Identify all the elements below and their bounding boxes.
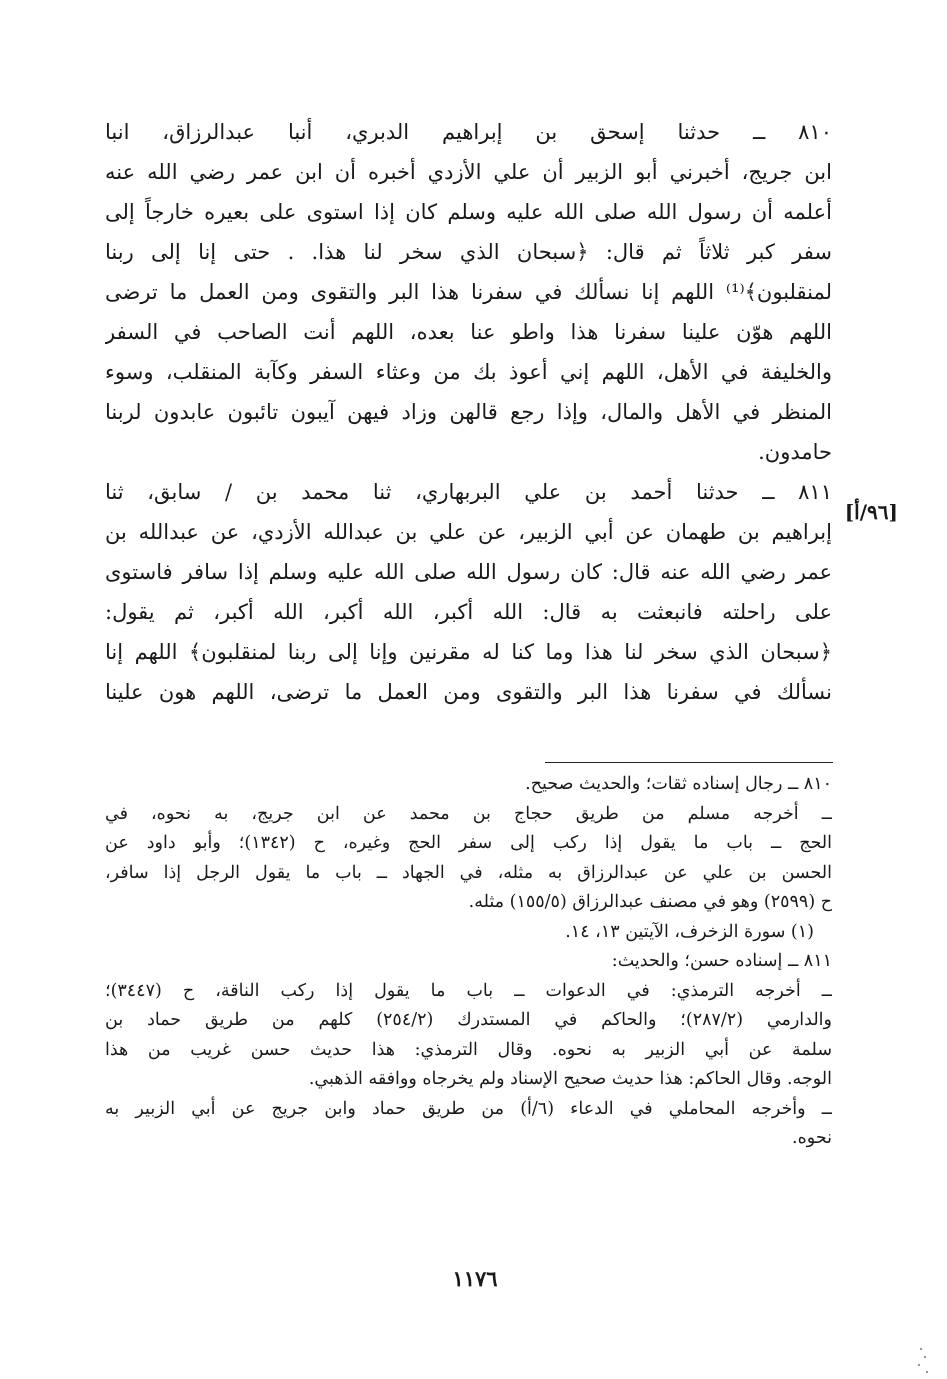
footnotes <box>105 770 832 1154</box>
text-line: نسألك في سفرنا هذا البر والتقوى ومن العمل ما ترضى، اللهم هون علينا <box>105 680 832 704</box>
text-line: لمنقلبون﴾⁽¹⁾ اللهم إنا نسألك في سفرنا هذا البر والتقوى ومن العمل ما ترضى <box>105 280 832 304</box>
footnote-line: ــ أخرجه مسلم من طريق حجاج بن محمد عن ابن جريج، به نحوه، في <box>105 803 832 824</box>
footnote-line: ــ أخرجه الترمذي: في الدعوات ــ باب ما يقول إذا ركب الناقة، ح (٣٤٤٧)؛ <box>105 980 832 1001</box>
page-number: ١١٧٦ <box>452 1266 498 1291</box>
footnote-line: سلمة عن أبي الزبير به نحوه. وقال الترمذي: هذا حديث حسن غريب من هذا <box>105 1039 832 1060</box>
text-line: أعلمه أن رسول الله صلى الله عليه وسلم كان إذا استوى على بعيره خارجاً إلى <box>105 200 832 224</box>
text-line: ابن جريج، أخبرني أبو الزبير أن علي الأزدي أخبره أن ابن عمر رضي الله عنه <box>105 160 832 184</box>
footnote-line: (١) سورة الزخرف، الآيتين ١٣، ١٤. <box>565 921 814 942</box>
text-line: سفر كبر ثلاثاً ثم قال: ﴿سبحان الذي سخر لنا هذا. . حتى إنا إلى ربنا <box>105 240 832 264</box>
scan-speck <box>926 1371 928 1373</box>
text-line: إبراهيم بن طهمان عن أبي الزبير، عن علي بن عبدالله الأزدي، عن عبدالله بن <box>105 520 832 544</box>
footnote-divider <box>545 762 833 763</box>
text-line: اللهم هوّن علينا سفرنا هذا واطو عنا بعده، اللهم أنت الصاحب في السفر <box>105 320 832 344</box>
footnote-line: ٨١٠ ــ رجال إسناده ثقات؛ والحديث صحيح. <box>525 774 832 794</box>
text-line: ٨١٠ ــ حدثنا إسحق بن إبراهيم الدبري، أنبا عبدالرزاق، انبا <box>105 120 832 144</box>
footnote-line: ٨١١ ــ إسناده حسن؛ والحديث: <box>611 951 832 971</box>
footnote-line: ــ وأخرجه المحاملي في الدعاء (٦/أ) من طريق حماد وابن جريج عن أبي الزبير به <box>105 1098 832 1119</box>
text-line: والخليفة في الأهل، اللهم إني أعوذ بك من وعثاء السفر وكآبة المنقلب، وسوء <box>105 360 832 384</box>
text-line: المنظر في الأهل والمال، وإذا رجع قالهن وزاد فيهن آيبون تائبون عابدون لربنا <box>105 400 832 424</box>
text-line: عمر رضي الله عنه قال: كان رسول الله صلى الله عليه وسلم إذا سافر فاستوى <box>105 560 832 584</box>
text-line: ٨١١ ــ حدثنا أحمد بن علي البربهاري، ثنا محمد بن / سابق، ثنا <box>105 480 832 504</box>
footnote-line: الحج ــ باب ما يقول إذا ركب إلى سفر الحج وغيره، ح (١٣٤٢)؛ وأبو داود عن <box>105 833 832 853</box>
text-line: حامدون. <box>758 440 832 464</box>
footnote-line: ح (٢٥٩٩) وهو في مصنف عبدالرزاق (١٥٥/٥) مثله. <box>468 892 832 912</box>
footnote-line: والدارمي (٢٨٧/٢)؛ والحاكم في المستدرك (٢٥٤/٢) كلهم من طريق حماد بن <box>105 1010 832 1030</box>
text-line: ﴿سبحان الذي سخر لنا هذا وما كنا له مقرنين وإنا إلى ربنا لمنقلبون﴾ اللهم إنا <box>105 640 832 664</box>
scan-speck <box>920 1348 922 1350</box>
footnote-line: نحوه. <box>792 1128 832 1148</box>
main-text <box>105 112 832 712</box>
manuscript-folio-reference: [٩٦/أ] <box>844 500 898 524</box>
scan-speck <box>918 1364 920 1366</box>
text-line: على راحلته فانبعثت به قال: الله أكبر، الله أكبر، الله أكبر، ثم يقول: <box>105 600 832 624</box>
scan-speck <box>924 1356 926 1358</box>
footnote-line: الوجه. وقال الحاكم: هذا حديث صحيح الإسناد ولم يخرجاه ووافقه الذهبي. <box>308 1069 832 1089</box>
footnote-line: الحسن بن علي عن عبدالرزاق به مثله، في الجهاد ــ باب ما يقول الرجل إذا سافر، <box>105 862 832 883</box>
